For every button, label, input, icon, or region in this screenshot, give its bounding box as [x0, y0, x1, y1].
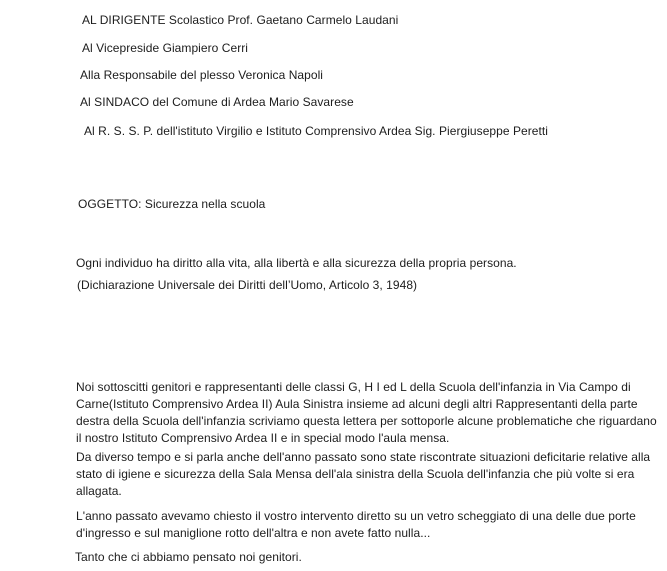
paragraph-line: stato di igiene e sicurezza della Sala Mensa dell'ala sinistra della Scuola dell'infanzia che più volte si era [76, 467, 635, 481]
paragraph-line: L'anno passato avevamo chiesto il vostro intervento diretto su un vetro scheggiato di una delle due porte [76, 509, 636, 523]
quote-source: (Dichiarazione Universale dei Diritti dell’Uomo, Articolo 3, 1948) [77, 278, 418, 292]
letter-subject: OGGETTO: Sicurezza nella scuola [78, 197, 266, 211]
quote-text: Ogni individuo ha diritto alla vita, alla libertà e alla sicurezza della propria persona. [76, 256, 517, 270]
recipient-rssp: Al R. S. S. P. dell'istituto Virgilio e Istituto Comprensivo Ardea Sig. Piergiuseppe Peretti [84, 124, 549, 138]
paragraph-line: Tanto che ci abbiamo pensato noi genitori. [75, 550, 302, 564]
paragraph-line: Noi sottoscitti genitori e rappresentanti delle classi G, H I ed L della Scuola dell'infanzia in Via Campo di [76, 380, 631, 394]
paragraph-line: il nostro Istituto Comprensivo Ardea II e in special modo l'aula mensa. [76, 431, 450, 445]
paragraph-line: d'ingresso e sul maniglione rotto dell'altra e non avete fatto nulla... [76, 526, 431, 540]
paragraph-line: destra della Scuola dell'infanzia scriviamo questa lettera per sottoporle alcune problematiche che riguardano [76, 414, 657, 428]
recipient-sindaco: Al SINDACO del Comune di Ardea Mario Savarese [80, 95, 354, 109]
paragraph-line: Da diverso tempo e si parla anche dell'anno passato sono state riscontrate situazioni deficitarie relative alla [76, 450, 651, 464]
paragraph-line: Carne(Istituto Comprensivo Ardea II) Aula Sinistra insieme ad alcuni degli altri Rappresentanti della parte [76, 397, 638, 411]
recipient-vicepreside: Al Vicepreside Giampiero Cerri [82, 41, 249, 55]
recipient-responsabile-plesso: Alla Responsabile del plesso Veronica Napoli [80, 68, 324, 82]
recipient-dirigente: AL DIRIGENTE Scolastico Prof. Gaetano Carmelo Laudani [82, 13, 399, 27]
paragraph-line: allagata. [76, 484, 122, 498]
